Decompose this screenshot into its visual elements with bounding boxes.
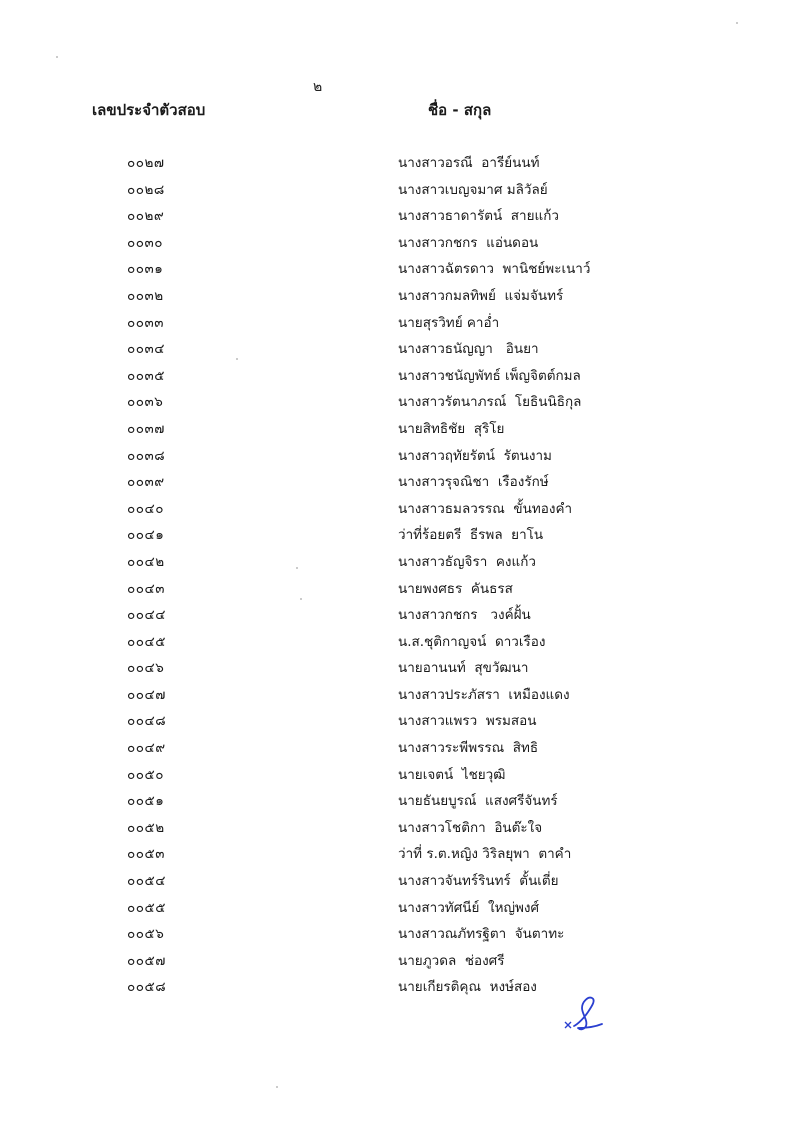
exam-id: ๐๐๔๐ xyxy=(127,500,164,517)
exam-id: ๐๐๕๐ xyxy=(127,766,164,783)
exam-id: ๐๐๔๗ xyxy=(127,686,166,703)
exam-id: ๐๐๕๖ xyxy=(127,926,165,943)
exam-id: ๐๐๒๙ xyxy=(127,208,165,225)
candidate-name: นางสาวประภัสรา เหมืองแดง xyxy=(398,686,570,703)
candidate-name: นางสาวชนัญพัทธ์ เพ็ญจิตต์กมล xyxy=(398,367,581,384)
candidate-row xyxy=(0,974,794,1001)
candidate-name: นางสาวฤทัยรัตน์ รัตนงาม xyxy=(398,447,552,464)
candidate-name: นางสาวรัตนาภรณ์ โยธินนิธิกุล xyxy=(398,394,582,411)
candidate-name: นางสาวธาดารัตน์ สายแก้ว xyxy=(398,208,559,225)
candidate-name: นางสาวรุจณิชา เรืองรักษ์ xyxy=(398,474,549,491)
exam-id: ๐๐๕๔ xyxy=(127,873,166,890)
exam-id: ๐๐๓๗ xyxy=(127,420,165,437)
exam-id: ๐๐๓๘ xyxy=(127,447,166,464)
candidate-name: นายภูวดล ช่องศรี xyxy=(398,952,505,969)
candidate-name: ว่าที่ ร.ต.หญิง วิริลยุพา ตาคำ xyxy=(398,846,572,863)
candidate-row xyxy=(0,948,794,975)
candidate-row xyxy=(0,682,794,709)
candidate-row xyxy=(0,177,794,204)
exam-id: ๐๐๓๒ xyxy=(127,287,164,304)
exam-id: ๐๐๔๑ xyxy=(127,527,165,544)
candidate-row xyxy=(0,230,794,257)
exam-id: ๐๐๔๓ xyxy=(127,580,165,597)
candidate-row xyxy=(0,762,794,789)
exam-id: ๐๐๔๖ xyxy=(127,660,165,677)
candidate-row xyxy=(0,788,794,815)
candidate-name: นายเกียรติคุณ หงษ์สอง xyxy=(398,979,537,996)
signature-initial xyxy=(562,992,610,1034)
candidate-row xyxy=(0,708,794,735)
candidate-row xyxy=(0,283,794,310)
exam-id: ๐๐๓๔ xyxy=(127,341,165,358)
candidate-name: นางสาวณภัทรฐิตา จันตาทะ xyxy=(398,926,565,943)
candidate-row xyxy=(0,629,794,656)
candidate-row xyxy=(0,868,794,895)
candidate-row xyxy=(0,735,794,762)
exam-id: ๐๐๔๘ xyxy=(127,713,167,730)
candidate-row xyxy=(0,549,794,576)
candidate-row xyxy=(0,469,794,496)
exam-id: ๐๐๓๖ xyxy=(127,394,164,411)
candidate-name: นายเจตน์ ไชยวุฒิ xyxy=(398,766,506,783)
candidate-name: นายธันยบูรณ์ แสงศรีจันทร์ xyxy=(398,793,558,810)
candidate-name: นายสุรวิทย์ คาอ่ำ xyxy=(398,314,500,331)
candidate-name: นางสาวกชกร วงค์ฝั้น xyxy=(398,607,531,624)
candidate-name: นายสิทธิชัย สุริโย xyxy=(398,420,505,437)
exam-id: ๐๐๔๔ xyxy=(127,607,166,624)
exam-id: ๐๐๔๒ xyxy=(127,553,165,570)
exam-id: ๐๐๕๕ xyxy=(127,899,166,916)
candidate-row xyxy=(0,363,794,390)
candidate-row xyxy=(0,841,794,868)
candidate-row xyxy=(0,389,794,416)
candidate-row xyxy=(0,310,794,337)
exam-id: ๐๐๔๕ xyxy=(127,633,166,650)
exam-id: ๐๐๔๙ xyxy=(127,740,166,757)
candidate-name: นายอานนท์ สุขวัฒนา xyxy=(398,660,529,677)
candidate-row xyxy=(0,336,794,363)
exam-id: ๐๐๕๑ xyxy=(127,793,165,810)
scan-speck xyxy=(236,358,238,360)
scan-speck xyxy=(300,598,302,600)
page-number: ๒ xyxy=(313,79,323,95)
exam-id: ๐๐๒๗ xyxy=(127,155,165,171)
candidate-name: นางสาวอรณี อารีย์นนท์ xyxy=(398,155,540,171)
header-exam-id: เลขประจำตัวสอบ xyxy=(92,101,206,119)
candidate-name: นางสาวทัศนีย์ ใหญ่พงศ์ xyxy=(398,899,540,916)
exam-id: ๐๐๓๕ xyxy=(127,367,165,384)
candidate-name: นางสาวเบญจมาศ มลิวัลย์ xyxy=(398,181,548,198)
exam-id: ๐๐๕๓ xyxy=(127,846,165,863)
candidate-row xyxy=(0,921,794,948)
exam-id: ๐๐๕๗ xyxy=(127,952,166,969)
candidate-row xyxy=(0,150,794,177)
candidate-name: นางสาวแพรว พรมสอน xyxy=(398,713,537,730)
candidate-name: นางสาวธัญจิรา คงแก้ว xyxy=(398,553,536,570)
header-full-name: ชื่อ - สกุล xyxy=(428,101,492,119)
candidate-row xyxy=(0,576,794,603)
exam-id: ๐๐๒๘ xyxy=(127,181,165,198)
candidate-row xyxy=(0,602,794,629)
candidate-name: นางสาวธนัญญา อินยา xyxy=(398,341,539,358)
candidate-row xyxy=(0,815,794,842)
candidate-name: นางสาวธมลวรรณ ขั้นทองคำ xyxy=(398,500,573,517)
candidate-name: นางสาวกชกร แอ่นดอน xyxy=(398,234,539,251)
candidate-name: นางสาวจันทร์รินทร์ ตั้นเตี่ย xyxy=(398,873,559,890)
candidate-name: นายพงศธร คันธรส xyxy=(398,580,513,597)
candidate-row xyxy=(0,895,794,922)
candidate-list xyxy=(0,150,794,1001)
exam-id: ๐๐๓๙ xyxy=(127,474,165,491)
exam-id: ๐๐๓๐ xyxy=(127,234,163,251)
candidate-name: น.ส.ชุติกาญจน์ ดาวเรือง xyxy=(398,633,546,650)
candidate-row xyxy=(0,256,794,283)
candidate-row xyxy=(0,655,794,682)
candidate-name: นางสาวโชติกา อินต๊ะใจ xyxy=(398,819,543,836)
exam-id: ๐๐๓๑ xyxy=(127,261,164,278)
candidate-name: นางสาวระพีพรรณ สิทธิ xyxy=(398,740,539,757)
candidate-row xyxy=(0,416,794,443)
scan-speck xyxy=(56,56,58,58)
exam-id: ๐๐๓๓ xyxy=(127,314,164,331)
candidate-row xyxy=(0,522,794,549)
candidate-name: นางสาวกมลทิพย์ แจ่มจันทร์ xyxy=(398,287,564,304)
candidate-row xyxy=(0,203,794,230)
exam-id: ๐๐๕๒ xyxy=(127,819,165,836)
candidate-name: ว่าที่ร้อยตรี ธีรพล ยาโน xyxy=(398,527,544,544)
scan-speck xyxy=(276,1086,278,1088)
exam-id: ๐๐๕๘ xyxy=(127,979,167,996)
candidate-name: นางสาวฉัตรดาว พานิชย์พะเนาว์ xyxy=(398,261,591,278)
candidate-row xyxy=(0,443,794,470)
candidate-row xyxy=(0,496,794,523)
scan-speck xyxy=(736,22,738,24)
scan-speck xyxy=(296,567,298,569)
